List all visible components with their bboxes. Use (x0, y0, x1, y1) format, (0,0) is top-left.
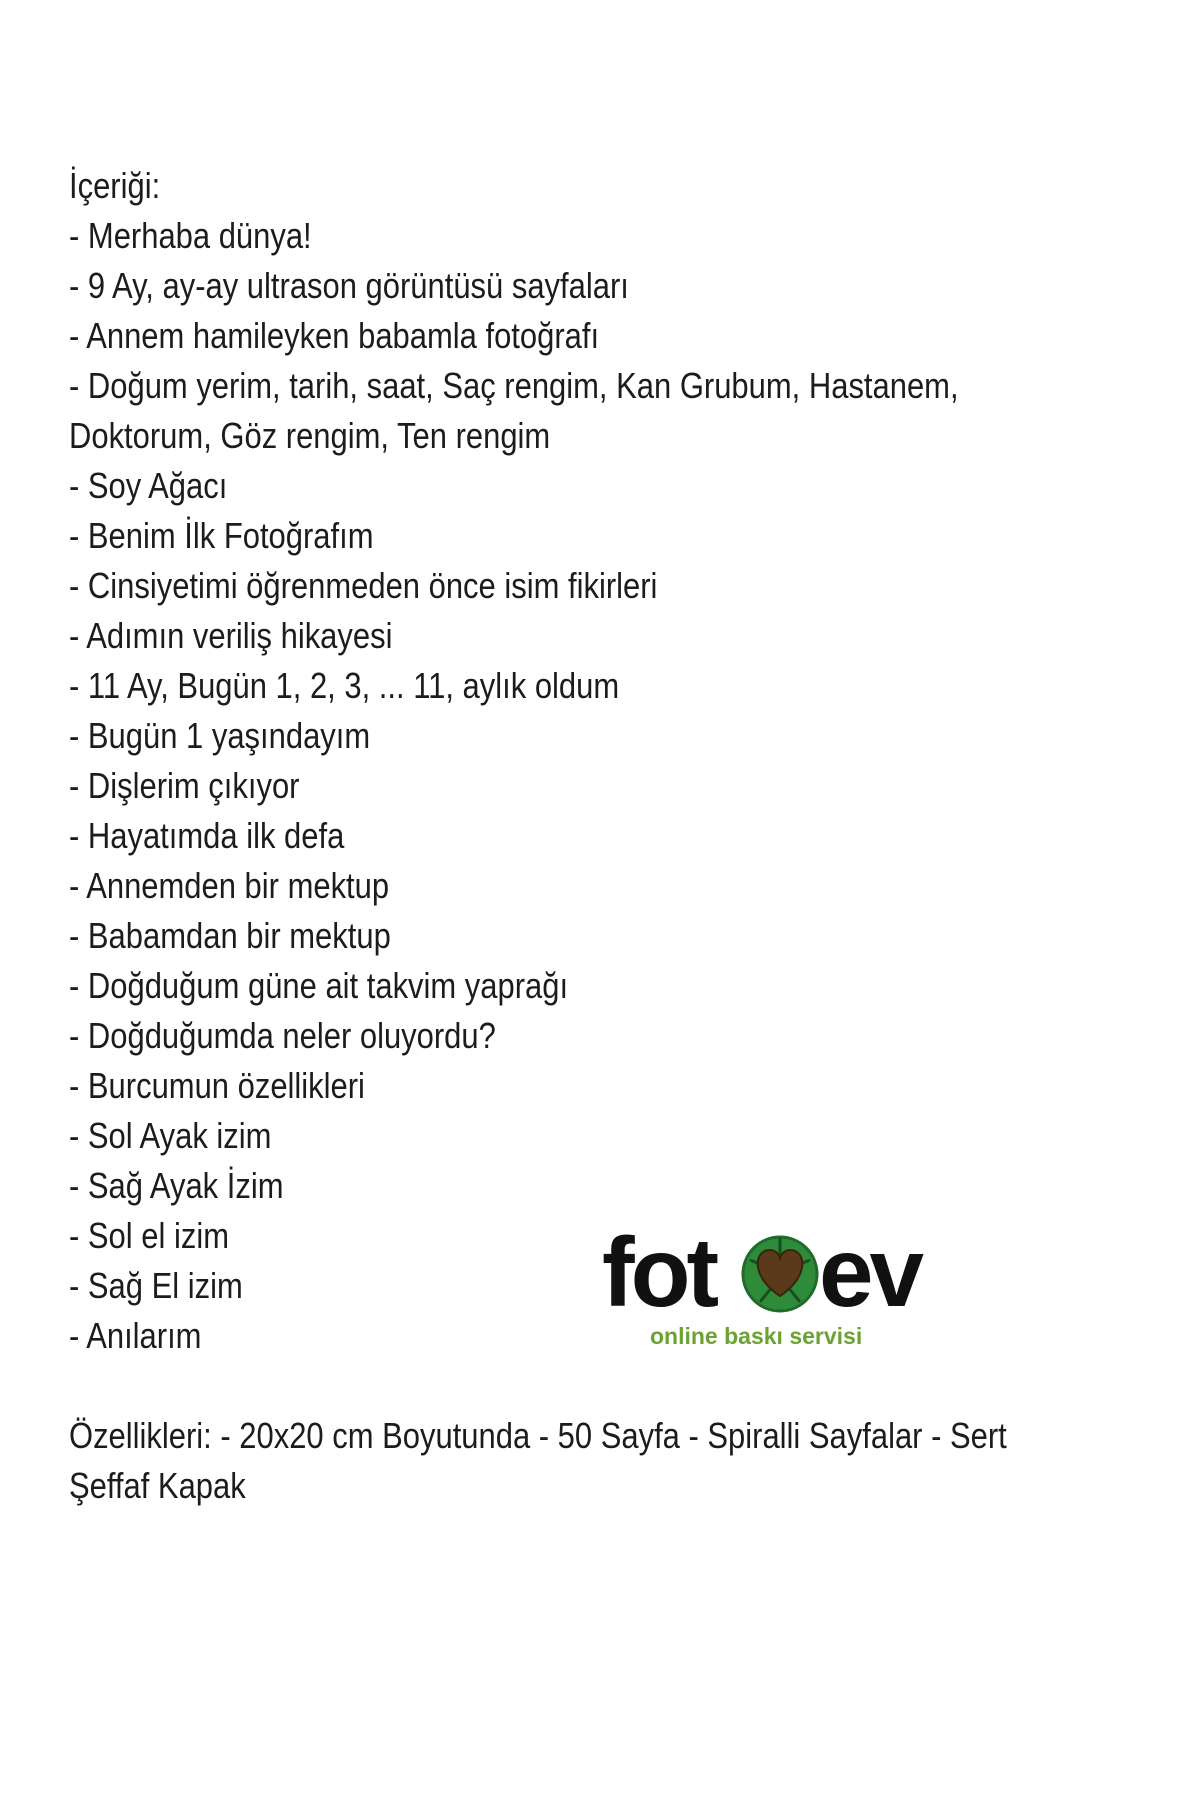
list-item: - Cinsiyetimi öğrenmeden önce isim fikirleri (69, 565, 658, 606)
list-item: - Dişlerim çıkıyor (69, 765, 300, 806)
list-item: - Doğduğum güne ait takvim yaprağı (69, 965, 569, 1006)
list-item: - Annemden bir mektup (69, 865, 390, 906)
list-item: - Burcumun özellikleri (69, 1065, 365, 1106)
features-text: Özellikleri: - 20x20 cm Boyutunda - 50 Sayfa - Spiralli Sayfalar - Sert Şeffaf Kapak (69, 1415, 1007, 1506)
logo-word-right: ev (819, 1220, 921, 1327)
heart-aperture-icon (743, 1237, 817, 1311)
logo-word-left: fot (602, 1220, 716, 1327)
list-item: - Soy Ağacı (69, 465, 228, 506)
list-item: - Benim İlk Fotoğrafım (69, 515, 374, 556)
list-item: - Bugün 1 yaşındayım (69, 715, 371, 756)
list-item: - Doğduğumda neler oluyordu? (69, 1015, 496, 1056)
list-item: - Doğum yerim, tarih, saat, Saç rengim, Kan Grubum, Hastanem, Doktorum, Göz rengim, Ten rengim (69, 365, 959, 456)
list-item: - Babamdan bir mektup (69, 915, 391, 956)
list-item: - Merhaba dünya! (69, 215, 312, 256)
list-item: - Sağ Ayak İzim (69, 1165, 284, 1206)
contents-heading: İçeriği: (69, 165, 161, 206)
list-item: - Sol Ayak izim (69, 1115, 272, 1156)
list-item: - Sağ El izim (69, 1265, 243, 1306)
logo-graphic (600, 1220, 970, 1350)
list-item: - Sol el izim (69, 1215, 229, 1256)
list-item: - 9 Ay, ay-ay ultrason görüntüsü sayfaları (69, 265, 629, 306)
logo-tagline: online baskı servisi (650, 1323, 863, 1349)
list-item: - Anılarım (69, 1315, 202, 1356)
fotoev-logo (600, 1220, 970, 1350)
list-item: - Adımın veriliş hikayesi (69, 615, 393, 656)
list-item: - 11 Ay, Bugün 1, 2, 3, ... 11, aylık oldum (69, 665, 620, 706)
contents-list (69, 211, 981, 1361)
list-item: - Annem hamileyken babamla fotoğrafı (69, 315, 600, 356)
list-item: - Hayatımda ilk defa (69, 815, 345, 856)
